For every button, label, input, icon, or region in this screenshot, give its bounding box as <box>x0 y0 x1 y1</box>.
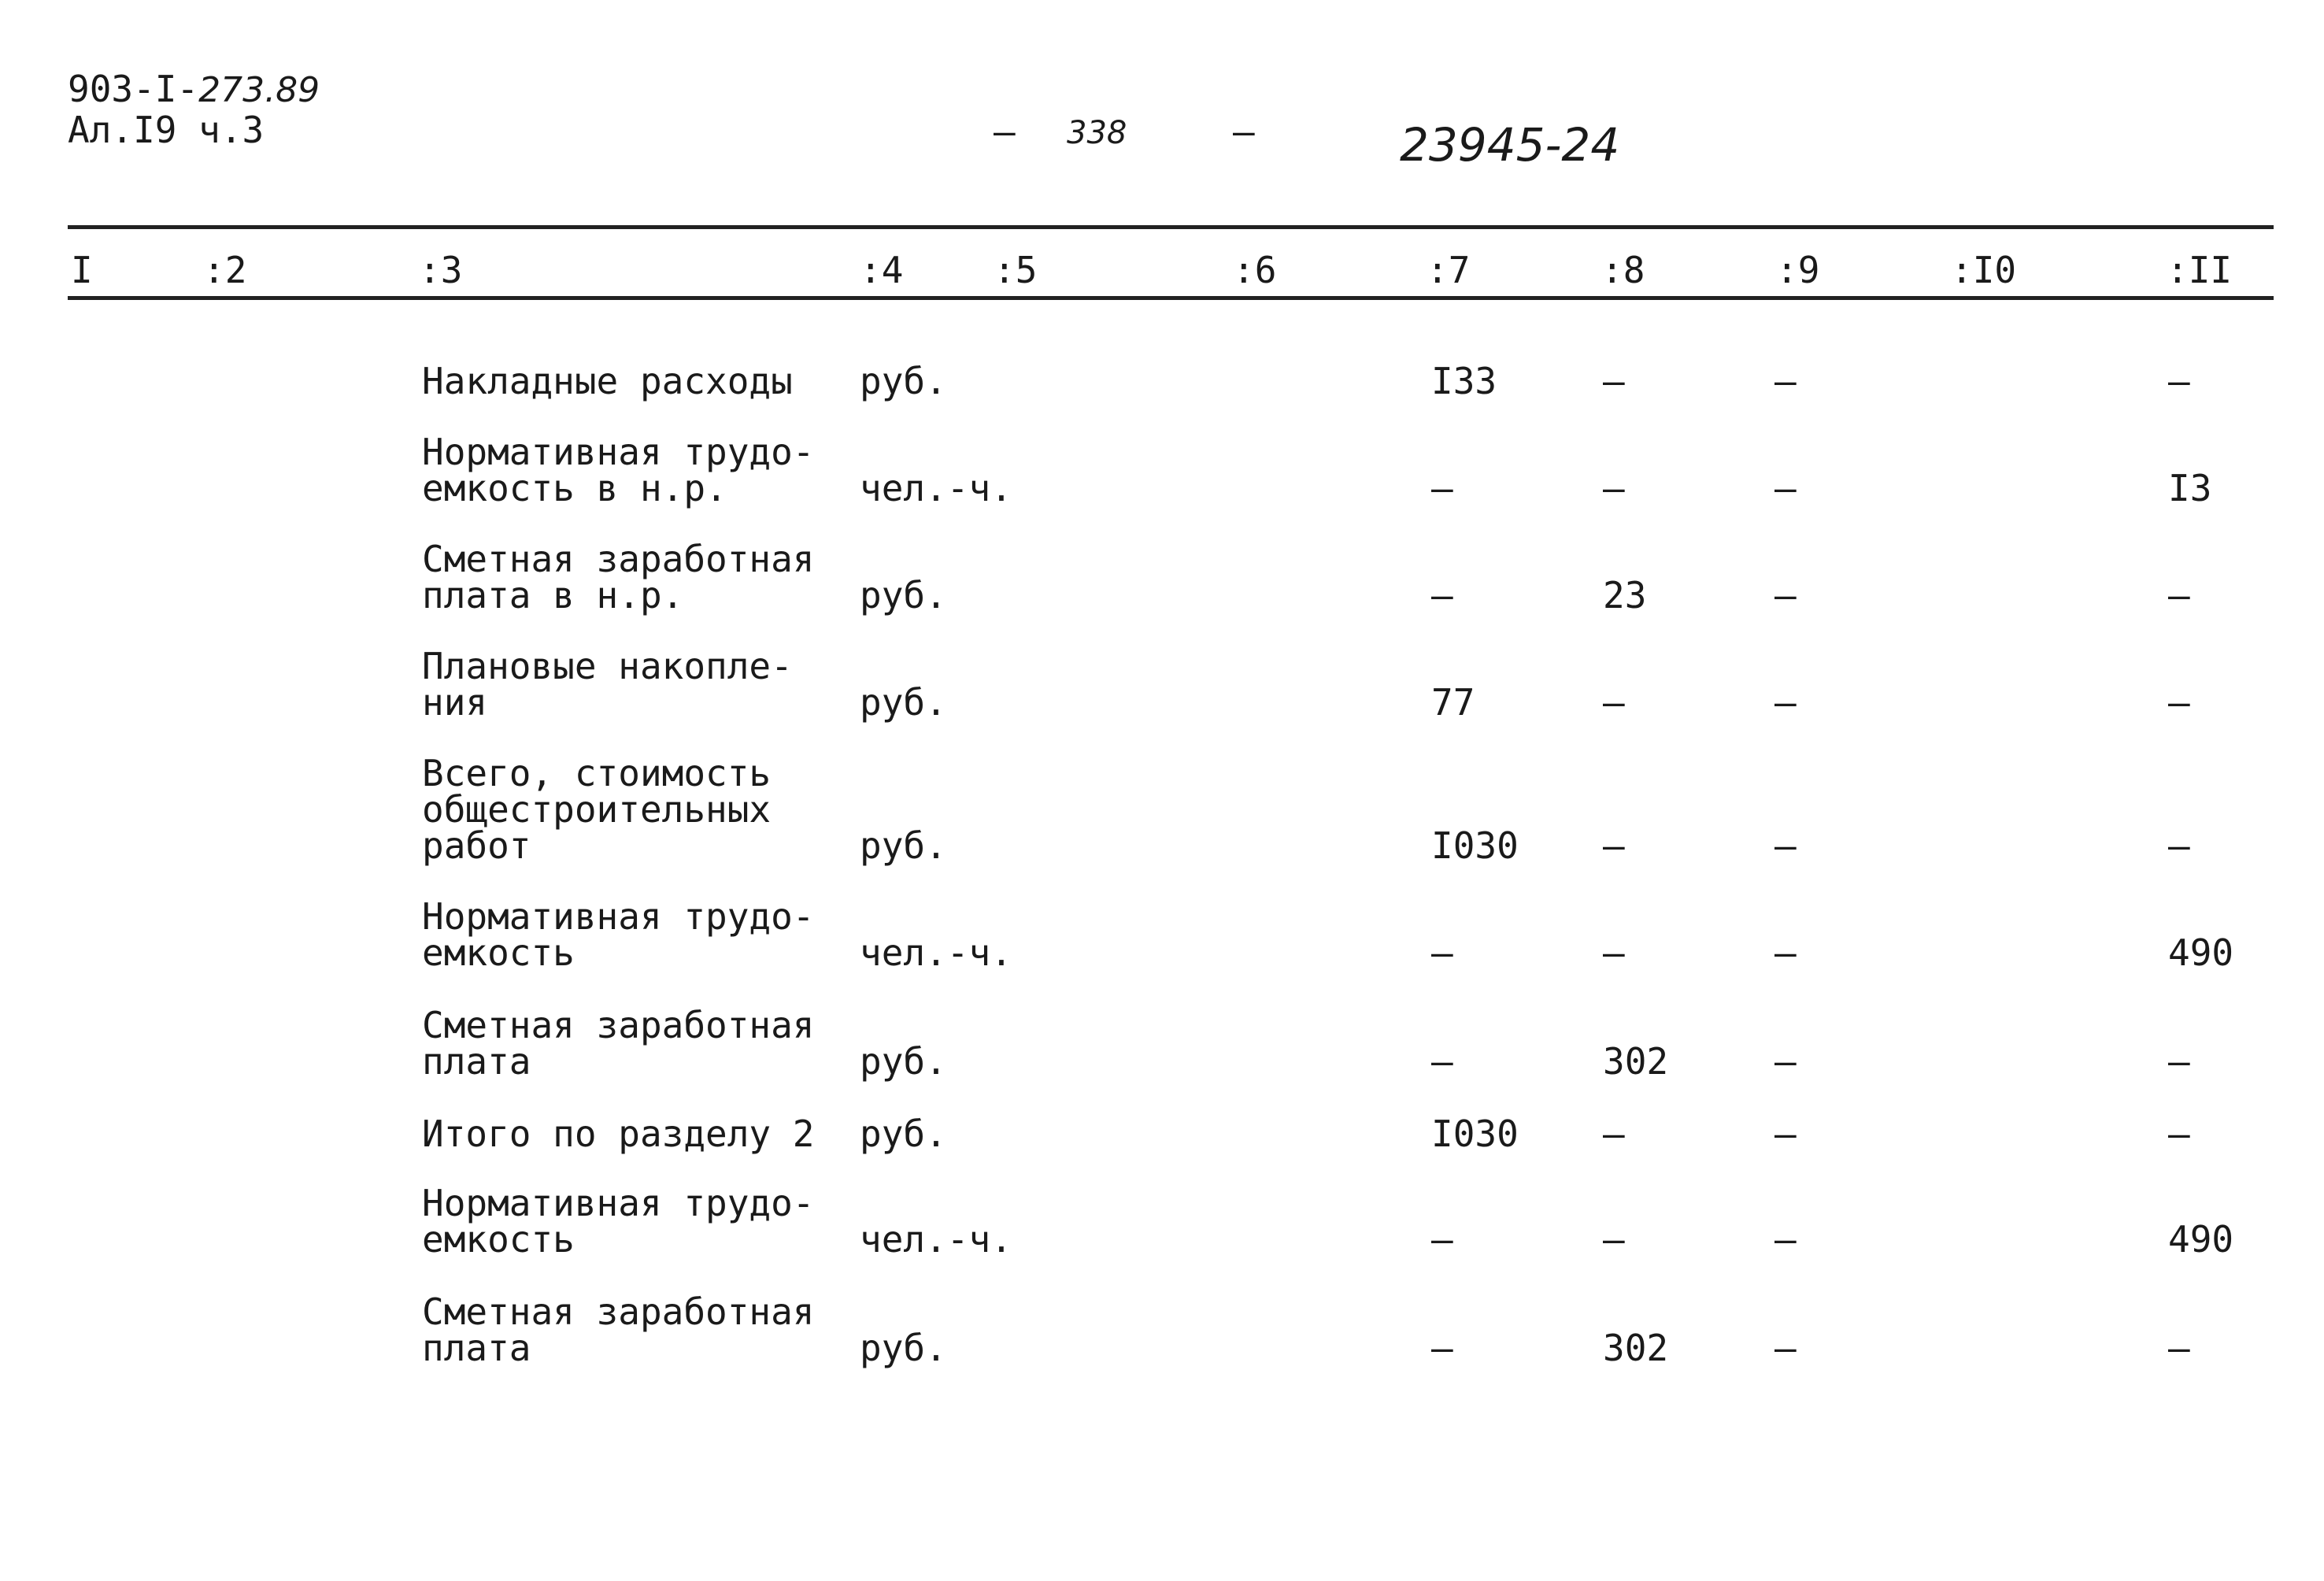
row-col7-value: – <box>1431 1040 1453 1083</box>
row-col11-value: – <box>2168 574 2190 616</box>
row-col11-value: – <box>2168 1113 2190 1155</box>
row-item-name: Всего, стоимость общестроительных работ <box>422 752 772 867</box>
row-col7-value: – <box>1431 1327 1453 1369</box>
row-col8-value: – <box>1603 681 1625 724</box>
table-row <box>0 431 2324 509</box>
row-col11-value: – <box>2168 1327 2190 1369</box>
row-item-name: Сметная заработная плата в н.р. <box>422 538 815 616</box>
row-col11-value: 490 <box>2168 1218 2234 1261</box>
row-col7-value: – <box>1431 574 1453 616</box>
document-code-handwritten: 273.89 <box>198 70 320 110</box>
row-col7-value: 77 <box>1431 681 1475 724</box>
row-col8-value: 302 <box>1603 1327 1669 1369</box>
page-dash-right: – <box>1233 110 1255 153</box>
row-col9-value: – <box>1774 360 1797 402</box>
table-row <box>0 360 2324 402</box>
row-unit: чел.-ч. <box>860 1218 1012 1261</box>
row-item-name: Сметная заработная плата <box>422 1004 815 1083</box>
document-code-typed: 903-I- <box>68 68 199 110</box>
row-col11-value: I3 <box>2168 467 2212 509</box>
row-col7-value: I030 <box>1431 1113 1519 1155</box>
row-col8-value: – <box>1603 931 1625 974</box>
table-row <box>0 1113 2324 1155</box>
row-col9-value: – <box>1774 1040 1797 1083</box>
column-header-8: :8 <box>1601 249 1645 291</box>
row-col7-value: – <box>1431 467 1453 509</box>
row-unit: чел.-ч. <box>860 931 1012 974</box>
table-row <box>0 895 2324 974</box>
page-dash-left: – <box>994 110 1016 153</box>
column-header-4: :4 <box>860 249 904 291</box>
row-col9-value: – <box>1774 1113 1797 1155</box>
column-header-10: :I0 <box>1951 249 2017 291</box>
document-code <box>68 69 320 110</box>
row-item-name: Сметная заработная плата <box>422 1290 815 1369</box>
table-row <box>0 752 2324 867</box>
row-col8-value: – <box>1603 824 1625 867</box>
row-item-name: Накладные расходы <box>422 360 793 402</box>
row-col7-value: – <box>1431 1218 1453 1261</box>
table-header-rule <box>68 296 2274 300</box>
row-col7-value: I33 <box>1431 360 1497 402</box>
album-label: Ал.I9 ч.3 <box>68 109 265 151</box>
row-col11-value: – <box>2168 1040 2190 1083</box>
row-col9-value: – <box>1774 574 1797 616</box>
row-col8-value: 23 <box>1603 574 1647 616</box>
row-col9-value: – <box>1774 931 1797 974</box>
row-col8-value: – <box>1603 1218 1625 1261</box>
row-item-name: Нормативная трудо- емкость <box>422 1182 815 1261</box>
column-header-5: :5 <box>994 249 1038 291</box>
row-col9-value: – <box>1774 1218 1797 1261</box>
row-unit: чел.-ч. <box>860 467 1012 509</box>
row-unit: руб. <box>860 1113 947 1155</box>
inventory-number: 23945-24 <box>1400 118 1620 172</box>
row-unit: руб. <box>860 574 947 616</box>
row-col7-value: – <box>1431 931 1453 974</box>
row-col11-value: – <box>2168 360 2190 402</box>
row-col9-value: – <box>1774 1327 1797 1369</box>
column-header-3: :3 <box>419 249 463 291</box>
row-item-name: Нормативная трудо- емкость в н.р. <box>422 431 815 509</box>
column-header-1: I <box>71 249 93 291</box>
row-unit: руб. <box>860 1327 947 1369</box>
row-unit: руб. <box>860 824 947 867</box>
row-col11-value: – <box>2168 824 2190 867</box>
row-col9-value: – <box>1774 681 1797 724</box>
table-row <box>0 1290 2324 1369</box>
row-item-name: Нормативная трудо- емкость <box>422 895 815 974</box>
column-header-9: :9 <box>1776 249 1820 291</box>
row-col7-value: I030 <box>1431 824 1519 867</box>
column-header-7: :7 <box>1427 249 1471 291</box>
row-col9-value: – <box>1774 824 1797 867</box>
row-unit: руб. <box>860 360 947 402</box>
row-col11-value: – <box>2168 681 2190 724</box>
row-item-name: Итого по разделу 2 <box>422 1113 815 1155</box>
row-unit: руб. <box>860 681 947 724</box>
row-col8-value: 302 <box>1603 1040 1669 1083</box>
row-col9-value: – <box>1774 467 1797 509</box>
table-top-rule <box>68 225 2274 229</box>
column-header-2: :2 <box>203 249 247 291</box>
column-header-11: :II <box>2167 249 2233 291</box>
row-item-name: Плановые накопле- ния <box>422 645 793 724</box>
page-number: 338 <box>1067 115 1127 151</box>
row-unit: руб. <box>860 1040 947 1083</box>
column-header-6: :6 <box>1233 249 1277 291</box>
row-col8-value: – <box>1603 360 1625 402</box>
row-col8-value: – <box>1603 1113 1625 1155</box>
row-col11-value: 490 <box>2168 931 2234 974</box>
row-col8-value: – <box>1603 467 1625 509</box>
